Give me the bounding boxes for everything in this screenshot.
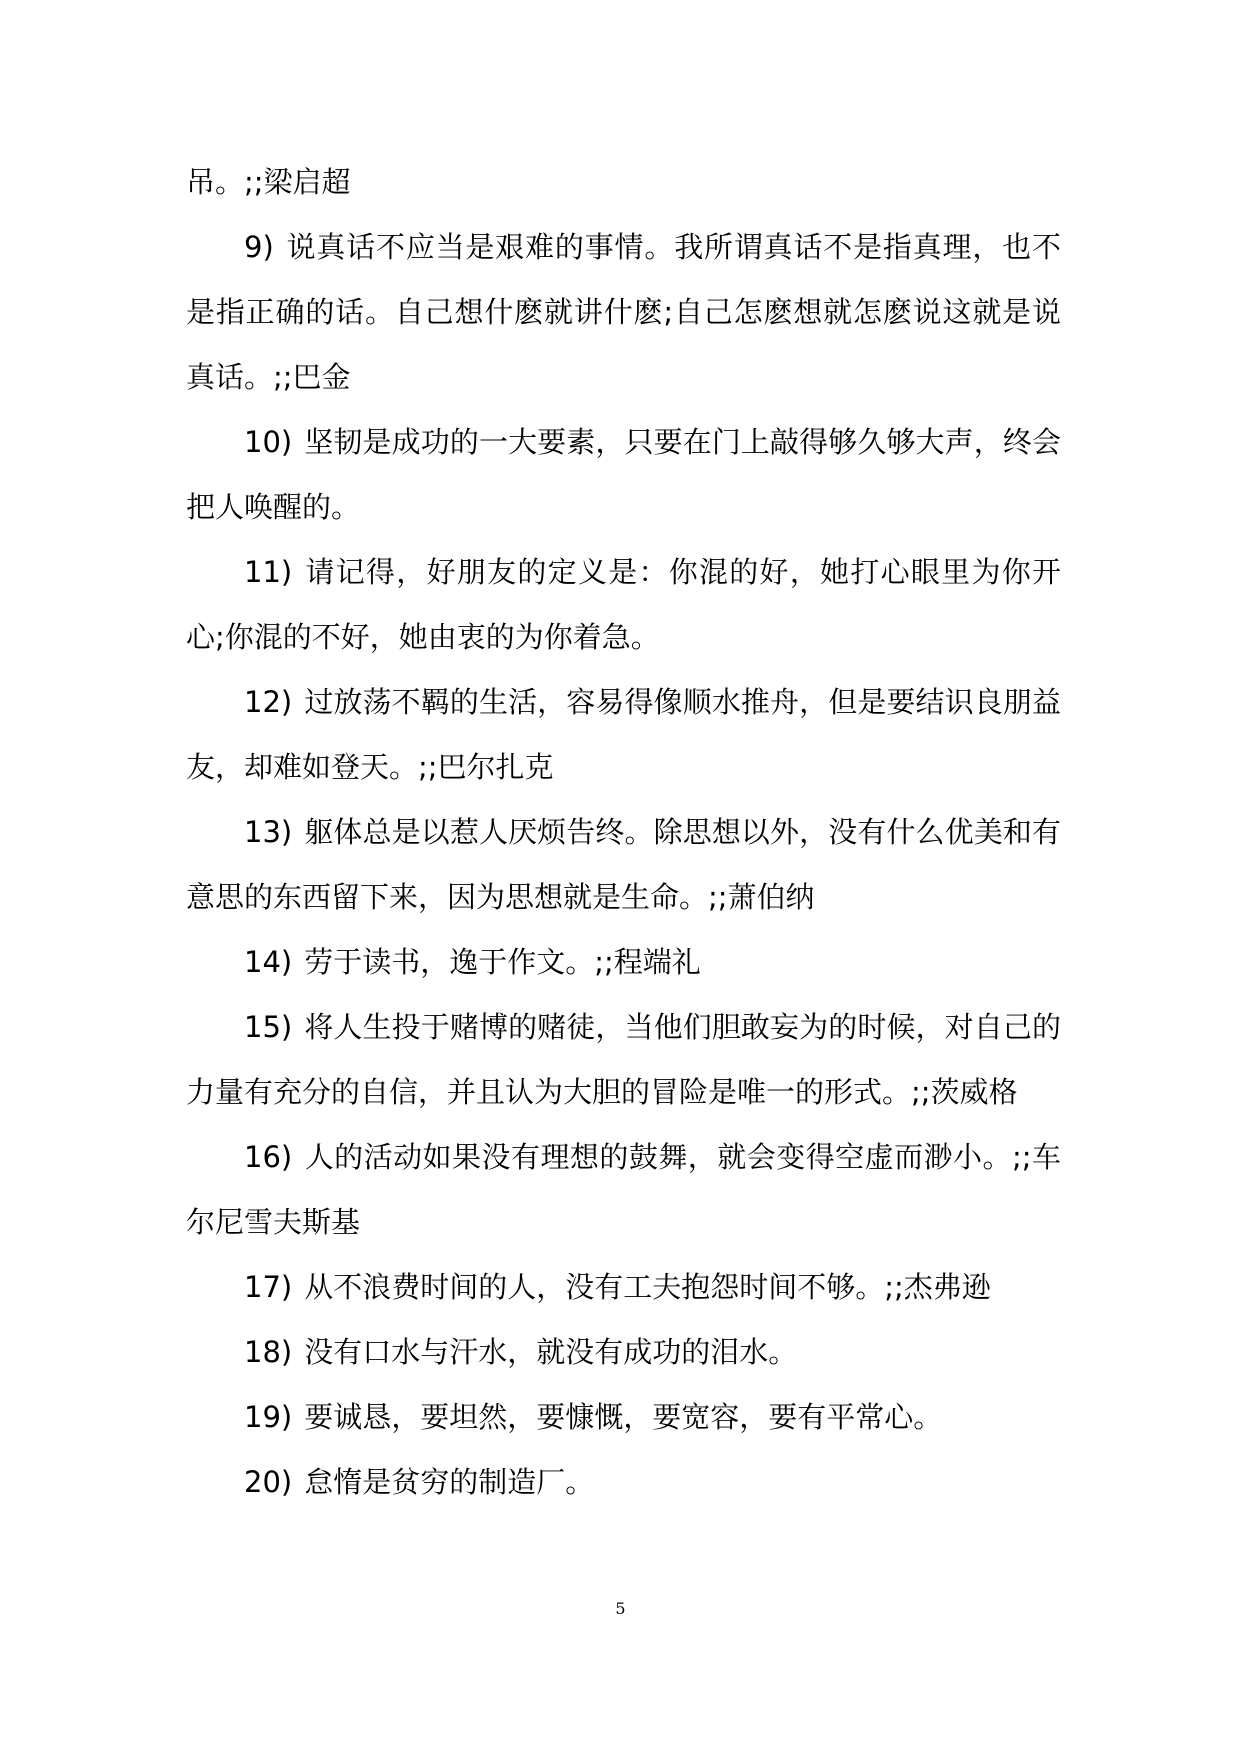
quote-number: 9) xyxy=(244,230,274,264)
quote-number: 19) xyxy=(244,1400,293,1434)
quote-item xyxy=(186,1255,1061,1320)
quote-text: 人的活动如果没有理想的鼓舞，就会变得空虚而渺小。;;车尔尼雪夫斯基 xyxy=(186,1140,1061,1239)
quote-text: 要诚恳，要坦然，要慷慨，要宽容，要有平常心。 xyxy=(304,1400,943,1434)
quote-text: 没有口水与汗水，就没有成功的泪水。 xyxy=(304,1335,798,1369)
quote-number: 10) xyxy=(244,425,293,459)
quote-item xyxy=(186,800,1061,930)
quote-number: 15) xyxy=(244,1010,293,1044)
quote-number: 14) xyxy=(244,945,293,979)
quote-item xyxy=(186,670,1061,800)
quote-number: 18) xyxy=(244,1335,293,1369)
quote-item xyxy=(186,1125,1061,1255)
quote-number: 13) xyxy=(244,815,293,849)
quote-text: 将人生投于赌博的赌徒，当他们胆敢妄为的时候，对自己的力量有充分的自信，并且认为大胆的冒险是唯一的形式。;;茨威格 xyxy=(186,1010,1061,1109)
quote-text: 劳于读书，逸于作文。;;程端礼 xyxy=(304,945,701,979)
quote-text: 躯体总是以惹人厌烦告终。除思想以外，没有什么优美和有意思的东西留下来，因为思想就是生命。;;萧伯纳 xyxy=(186,815,1061,914)
quote-text: 请记得，好朋友的定义是：你混的好，她打心眼里为你开心;你混的不好，她由衷的为你着急。 xyxy=(186,555,1061,654)
quote-text: 从不浪费时间的人，没有工夫抱怨时间不够。;;杰弗逊 xyxy=(304,1270,991,1304)
continuation-paragraph: 吊。;;梁启超 xyxy=(186,165,351,199)
quote-item xyxy=(186,215,1061,410)
quote-number: 16) xyxy=(244,1140,293,1174)
page-content xyxy=(186,150,1061,1515)
quote-item xyxy=(186,1450,1061,1515)
quote-text: 怠惰是贫穷的制造厂。 xyxy=(304,1465,595,1499)
quote-number: 17) xyxy=(244,1270,293,1304)
quote-number: 11) xyxy=(244,555,293,589)
quote-text: 过放荡不羁的生活，容易得像顺水推舟，但是要结识良朋益友，却难如登天。;;巴尔扎克 xyxy=(186,685,1061,784)
page-number: 5 xyxy=(615,1599,626,1618)
quote-text: 说真话不应当是艰难的事情。我所谓真话不是指真理，也不是指正确的话。自己想什麽就讲什麽;自己怎麽想就怎麽说这就是说真话。;;巴金 xyxy=(186,230,1061,394)
quote-item xyxy=(186,1385,1061,1450)
quote-number: 12) xyxy=(244,685,293,719)
quote-text: 坚韧是成功的一大要素，只要在门上敲得够久够大声，终会把人唤醒的。 xyxy=(186,425,1061,524)
quote-number: 20) xyxy=(244,1465,293,1499)
quote-item xyxy=(186,540,1061,670)
quote-item xyxy=(186,410,1061,540)
quote-item xyxy=(186,995,1061,1125)
quote-item xyxy=(186,1320,1061,1385)
quote-item xyxy=(186,930,1061,995)
